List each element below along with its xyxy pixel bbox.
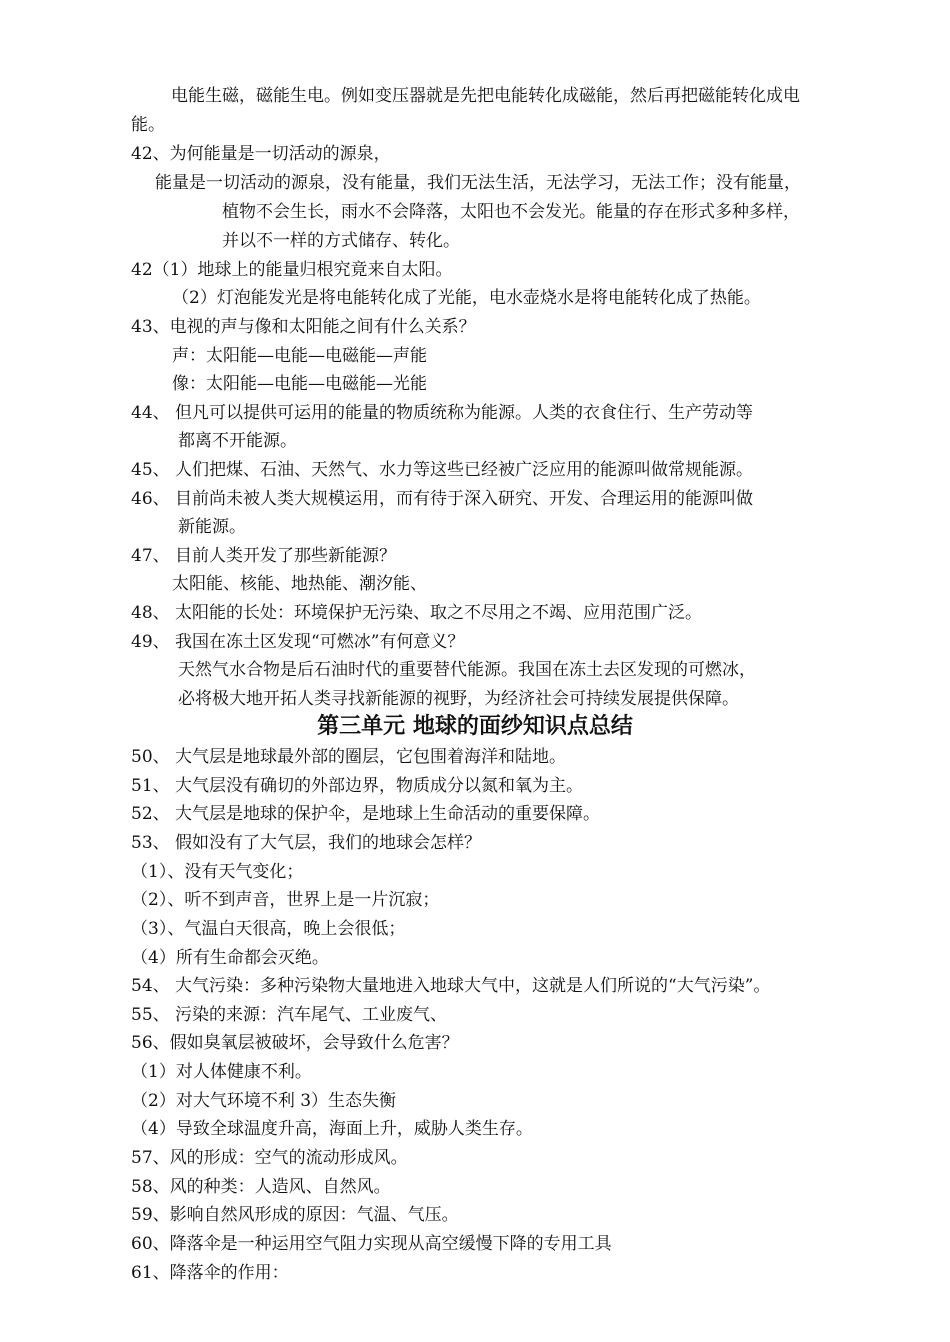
text-line: （1）对人体健康不利。	[131, 1062, 312, 1082]
text-line: 植物不会生长，雨水不会降落，太阳也不会发光。能量的存在形式多种多样，	[222, 202, 800, 222]
text-line: （4）所有生命都会灭绝。	[131, 948, 329, 968]
text-line: 45、 人们把煤、石油、天然气、水力等这些已经被广泛应用的能源叫做常规能源。	[131, 460, 754, 480]
text-line: 48、 太阳能的长处：环境保护无污染、取之不尽用之不竭、应用范围广泛。	[131, 603, 703, 623]
text-line: 60、降落伞是一种运用空气阻力实现从高空缓慢下降的专用工具	[131, 1234, 612, 1254]
text-line: 新能源。	[178, 517, 246, 537]
text-line: 47、 目前人类开发了那些新能源？	[131, 546, 397, 566]
text-line: 61、降落伞的作用：	[131, 1263, 289, 1283]
text-line: 57、风的形成：空气的流动形成风。	[131, 1148, 408, 1168]
text-line: 53、 假如没有了大气层，我们的地球会怎样？	[131, 833, 482, 853]
text-line: 42（1）地球上的能量归根究竟来自太阳。	[131, 260, 453, 280]
text-line: 42、为何能量是一切活动的源泉，	[131, 144, 391, 164]
text-line: 54、 大气污染：多种污染物大量地进入地球大气中，这就是人们所说的“大气污染”。	[131, 976, 771, 996]
text-line: （2）对大气环境不利 3）生态失衡	[131, 1091, 397, 1111]
text-line: 都离不开能源。	[178, 431, 297, 451]
text-line: 59、影响自然风形成的原因：气温、气压。	[131, 1205, 459, 1225]
text-line: 43、电视的声与像和太阳能之间有什么关系？	[131, 317, 476, 337]
text-line: 52、 大气层是地球的保护伞，是地球上生命活动的重要保障。	[131, 804, 601, 824]
text-line: （2）、听不到声音，世界上是一片沉寂；	[131, 890, 440, 910]
text-line: 50、 大气层是地球最外部的圈层，它包围着海洋和陆地。	[131, 747, 567, 767]
text-line: （3）、气温白天很高，晚上会很低；	[131, 919, 406, 939]
text-line: 51、 大气层没有确切的外部边界，物质成分以氮和氧为主。	[131, 776, 584, 796]
text-line: 太阳能、核能、地热能、潮汐能、	[172, 574, 427, 594]
text-line: 49、 我国在冻土区发现“可燃冰”有何意义？	[131, 632, 465, 652]
text-line: 像：太阳能—电能—电磁能—光能	[172, 374, 427, 394]
text-line: （2）灯泡能发光是将电能转化成了光能，电水壶烧水是将电能转化成了热能。	[172, 288, 761, 308]
text-line: 声：太阳能—电能—电磁能—声能	[172, 346, 427, 366]
text-line: 能量是一切活动的源泉，没有能量，我们无法生活，无法学习，无法工作；没有能量，	[155, 173, 801, 193]
text-line: 56、假如臭氧层被破坏，会导致什么危害？	[131, 1033, 459, 1053]
text-line: 46、 目前尚未被人类大规模运用，而有待于深入研究、开发、合理运用的能源叫做	[131, 489, 754, 509]
text-line: 并以不一样的方式储存、转化。	[222, 231, 460, 251]
text-line: （1）、没有天气变化；	[131, 862, 304, 882]
text-line: 55、 污染的来源：汽车尾气、工业废气、	[131, 1005, 448, 1025]
text-line: 必将极大地开拓人类寻找新能源的视野，为经济社会可持续发展提供保障。	[178, 689, 739, 709]
text-line: 58、风的种类：人造风、自然风。	[131, 1177, 391, 1197]
text-line: 能。	[131, 115, 165, 135]
section-title: 第三单元 地球的面纱知识点总结	[317, 714, 633, 739]
text-line: 44、 但凡可以提供可运用的能量的物质统称为能源。人类的衣食住行、生产劳动等	[131, 403, 754, 423]
text-line: （4）导致全球温度升高，海面上升，威胁人类生存。	[131, 1119, 533, 1139]
text-line: 天然气水合物是后石油时代的重要替代能源。我国在冻土去区发现的可燃冰，	[178, 660, 756, 680]
text-line: 电能生磁，磁能生电。例如变压器就是先把电能转化成磁能，然后再把磁能转化成电	[171, 86, 800, 106]
